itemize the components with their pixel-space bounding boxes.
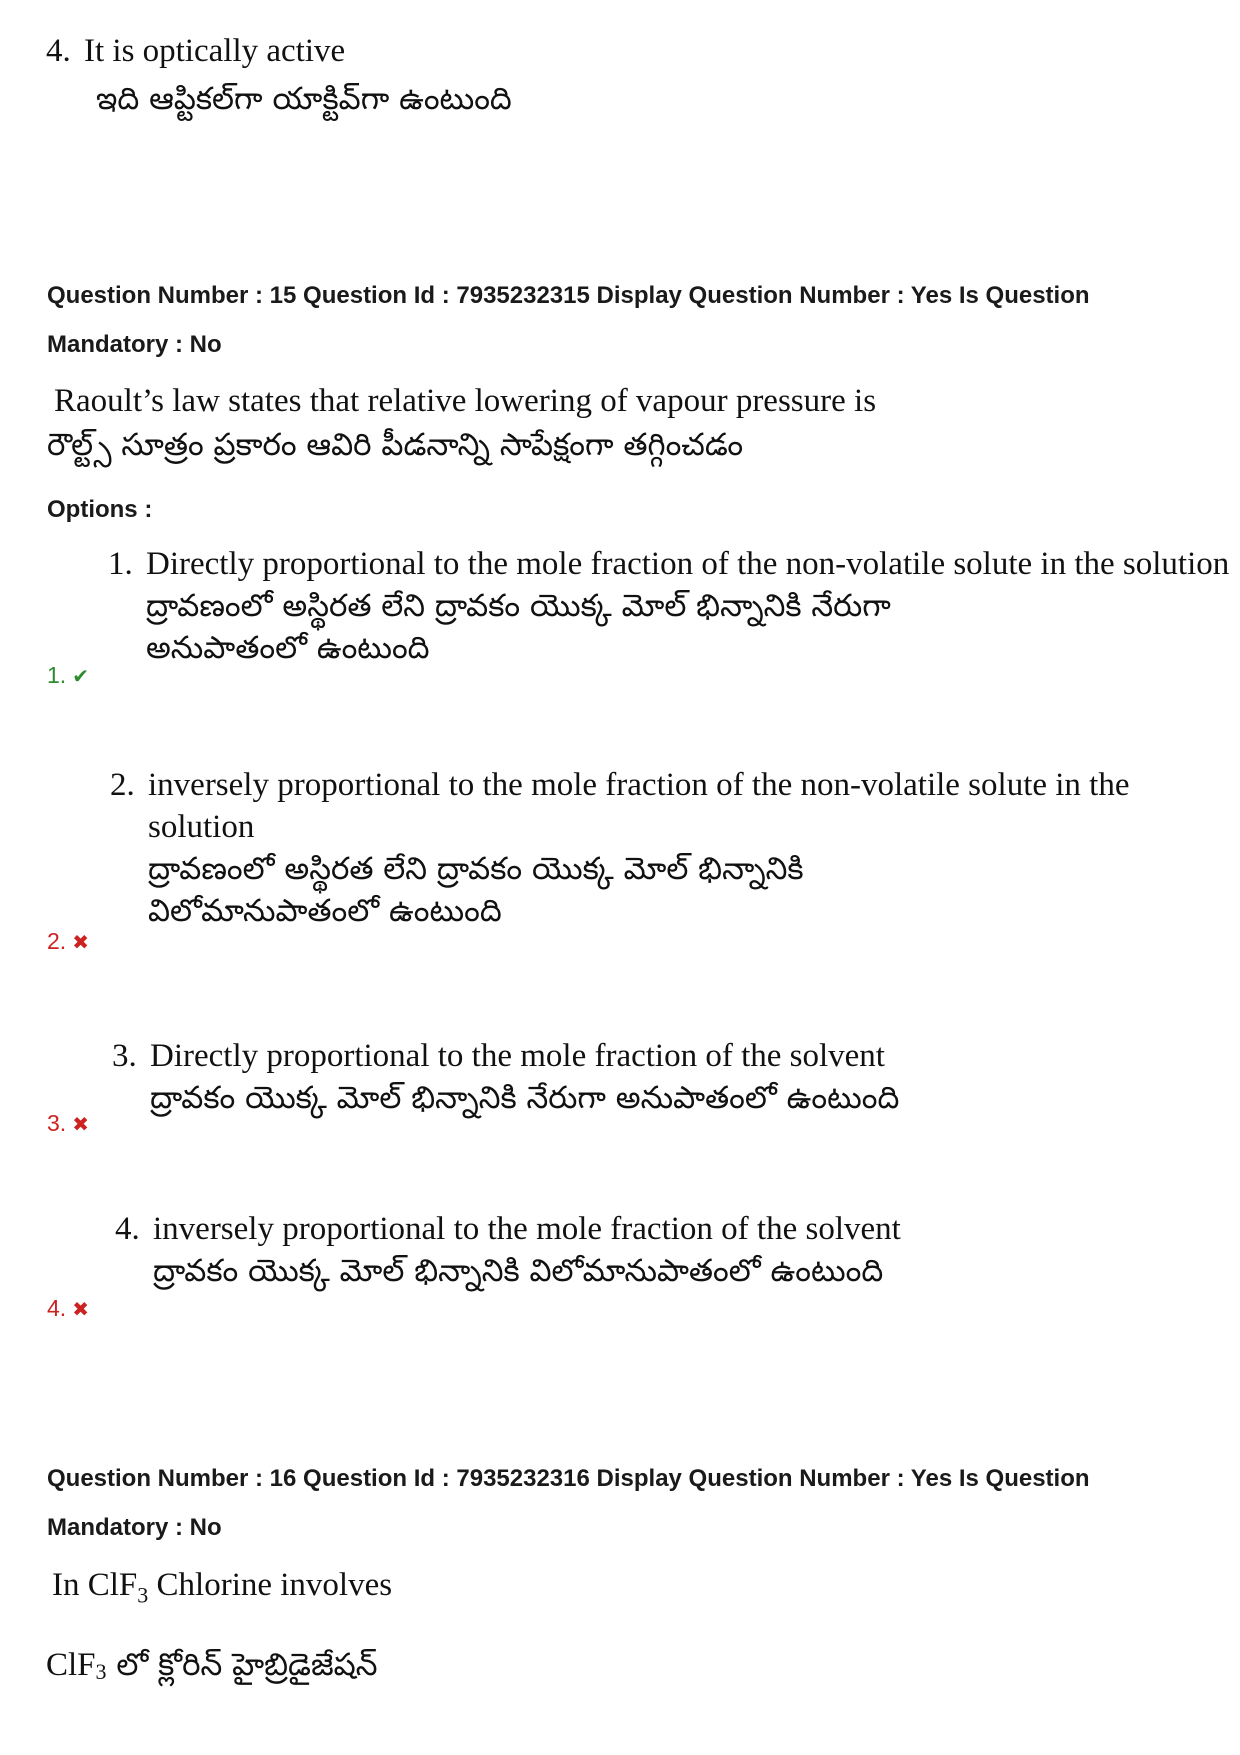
cross-icon: ✖ bbox=[72, 1114, 89, 1136]
q15-stem-te: రౌల్ట్స్ సూత్రం ప్రకారం ఆవిరి పీడనాన్ని సాపేక్షంగా తగ్గించడం bbox=[47, 427, 744, 463]
option-2 bbox=[110, 764, 1130, 932]
option-3-marker bbox=[47, 1110, 89, 1137]
q16-stem-en-post: Chlorine involves bbox=[148, 1567, 393, 1603]
option-2-en1-text: inversely proportional to the mole fraction of the non-volatile solute in the bbox=[148, 767, 1130, 803]
option-2-te2: విలోమానుపాతంలో ఉంటుంది bbox=[148, 893, 502, 929]
option-1-marker-label: 1. bbox=[47, 662, 67, 688]
option-2-en1 bbox=[110, 764, 1130, 806]
option-1-number: 1. bbox=[108, 546, 133, 582]
q16-stem-te bbox=[46, 1644, 377, 1693]
q16-header-line1: Question Number : 16 Question Id : 7935232316 Display Question Number : Yes Is Question bbox=[47, 1465, 1090, 1492]
option-4-marker bbox=[47, 1295, 89, 1322]
check-icon: ✔ bbox=[72, 666, 89, 688]
option-1-en bbox=[108, 543, 1229, 585]
q16-stem-en-subscript: 3 bbox=[137, 1582, 149, 1608]
q16-stem-te-pre: ClF bbox=[46, 1647, 96, 1683]
option-4 bbox=[115, 1208, 901, 1292]
option-2-en2: solution bbox=[148, 809, 255, 845]
cross-icon: ✖ bbox=[72, 1299, 89, 1321]
option-3-marker-label: 3. bbox=[47, 1110, 67, 1136]
q16-stem-en bbox=[52, 1564, 392, 1617]
prev-option-text: It is optically active bbox=[84, 33, 346, 69]
option-4-marker-label: 4. bbox=[47, 1295, 67, 1321]
prev-option-number: 4. bbox=[46, 33, 71, 69]
option-3-en-text: Directly proportional to the mole fraction of the solvent bbox=[150, 1038, 885, 1074]
option-1-marker bbox=[47, 662, 89, 689]
option-3-en bbox=[112, 1035, 899, 1077]
option-1-en-text: Directly proportional to the mole fraction of the non-volatile solute in the solution bbox=[146, 546, 1230, 582]
cross-icon: ✖ bbox=[72, 932, 89, 954]
option-2-marker bbox=[47, 928, 89, 955]
option-4-te: ద్రావకం యొక్క మోల్ భిన్నానికి విలోమానుపాతంలో ఉంటుంది bbox=[153, 1253, 884, 1289]
option-3-te: ద్రావకం యొక్క మోల్ భిన్నానికి నేరుగా అనుపాతంలో ఉంటుంది bbox=[150, 1080, 900, 1116]
options-label: Options : bbox=[47, 496, 153, 523]
option-2-te1: ద్రావణంలో అస్థిరత లేని ద్రావకం యొక్క మోల్ భిన్నానికి bbox=[148, 851, 804, 887]
option-1-te2: అనుపాతంలో ఉంటుంది bbox=[146, 630, 430, 666]
option-1 bbox=[108, 543, 1229, 669]
q15-header-line2: Mandatory : No bbox=[47, 331, 222, 358]
prev-option-4-en bbox=[46, 30, 345, 72]
prev-option-4-te: ఇది ఆప్టికల్‌గా యాక్టివ్‌గా ఉంటుంది bbox=[96, 81, 512, 117]
q16-header-line2: Mandatory : No bbox=[47, 1514, 222, 1541]
q15-header-line1: Question Number : 15 Question Id : 7935232315 Display Question Number : Yes Is Question bbox=[47, 282, 1090, 309]
q16-stem-en-pre: In ClF bbox=[52, 1567, 138, 1603]
q16-stem-te-subscript: 3 bbox=[95, 1659, 107, 1685]
option-2-marker-label: 2. bbox=[47, 928, 67, 954]
option-3-number: 3. bbox=[112, 1038, 137, 1074]
q15-stem-en: Raoult’s law states that relative lowering of vapour pressure is bbox=[54, 383, 877, 419]
option-4-en-text: inversely proportional to the mole fraction of the solvent bbox=[153, 1211, 901, 1247]
option-1-te1: ద్రావణంలో అస్థిరత లేని ద్రావకం యొక్క మోల్ భిన్నానికి నేరుగా bbox=[146, 588, 891, 624]
option-4-en bbox=[115, 1208, 901, 1250]
option-2-number: 2. bbox=[110, 767, 135, 803]
option-3 bbox=[112, 1035, 899, 1119]
q16-stem-te-post: లో క్లోరిన్ హైబ్రిడైజేషన్ bbox=[106, 1647, 378, 1683]
option-4-number: 4. bbox=[115, 1211, 140, 1247]
